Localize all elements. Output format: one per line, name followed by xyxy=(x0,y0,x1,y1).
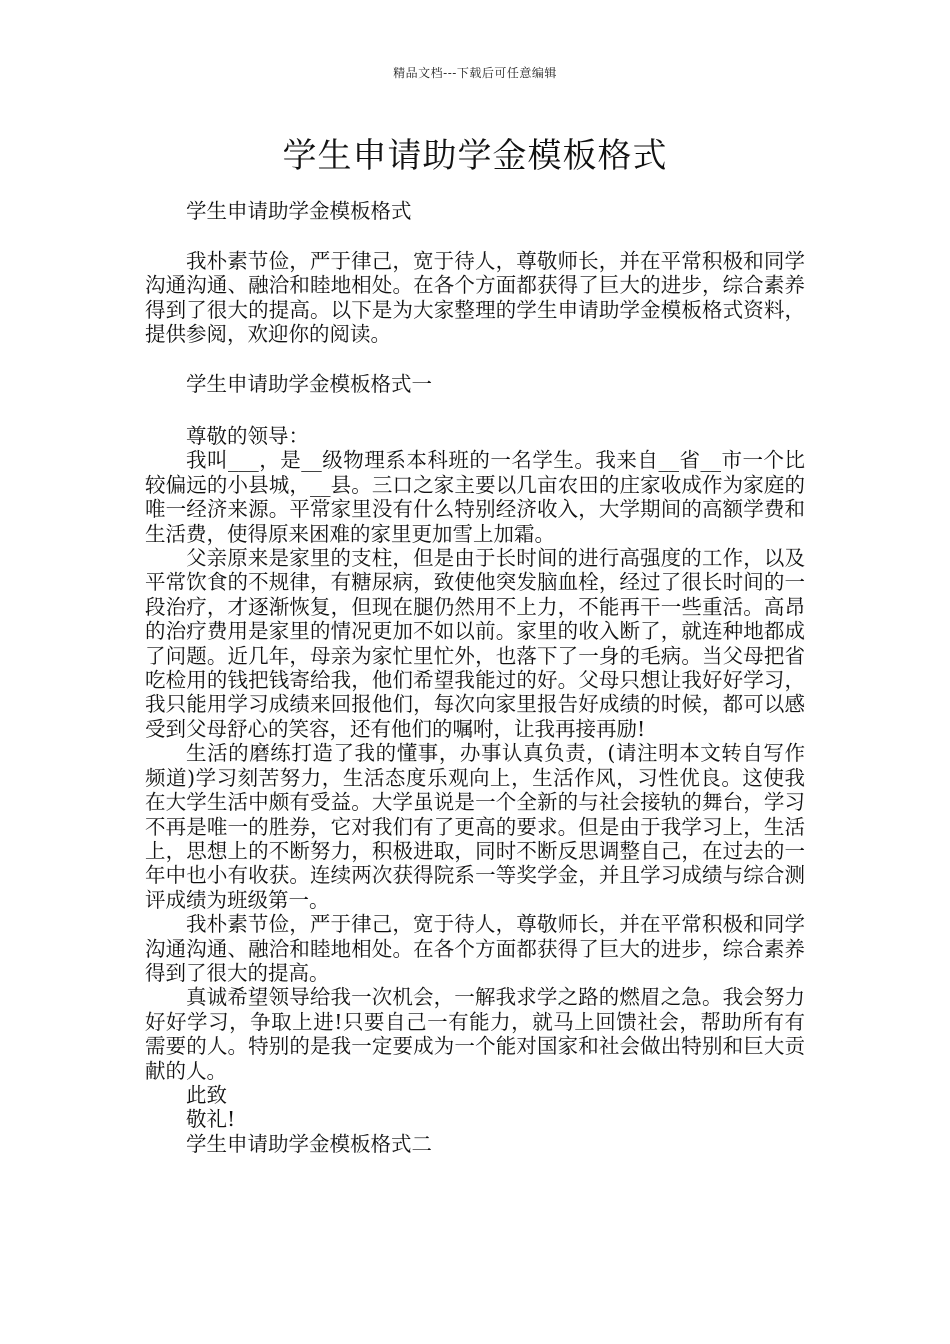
salutation: 尊敬的领导： xyxy=(186,424,309,448)
letter-body xyxy=(145,424,805,1156)
letter-paragraph: 父亲原来是家里的支柱，但是由于长时间的进行高强度的工作，以及平常饮食的不规律，有糖尿病，致使他突发脑血栓，经过了很长时间的一段治疗，才逐渐恢复，但现在腿仍然用不上力，不能再干一些重活。高昂的治疗费用是家里的情况更加不如以前。家里的收入断了，就连种地都成了问题。近几年，母亲为家忙里忙外，也落下了一身的毛病。当父母把省吃检用的钱把钱寄给我，他们希望我能过的好。父母只想让我好好学习，我只能用学习成绩来回报他们，每次向家里报告好成绩的时候，都可以感受到父母舒心的笑容，还有他们的嘱咐，让我再接再励! xyxy=(145,546,805,741)
letter-paragraph: 生活的磨练打造了我的懂事，办事认真负责，(请注明本文转自写作频道)学习刻苦努力，生活态度乐观向上，生活作风，习性优良。这使我在大学生活中颇有受益。大学虽说是一个全新的与社会接轨的舞台，学习不再是唯一的胜券，它对我们有了更高的要求。但是由于我学习上，生活上，思想上的不断努力，积极进取，同时不断反思调整自己，在过去的一年中也小有收获。连续两次获得院系一等奖学金，并且学习成绩与综合测评成绩为班级第一。 xyxy=(145,741,805,912)
subtitle: 学生申请助学金模板格式 xyxy=(186,199,412,223)
letter-paragraph: 我朴素节俭，严于律己，宽于待人，尊敬师长，并在平常积极和同学沟通沟通、融洽和睦地相处。在各个方面都获得了巨大的进步，综合素养得到了很大的提高。 xyxy=(145,912,805,985)
document-title: 学生申请助学金模板格式 xyxy=(282,136,668,176)
letter-paragraph: 真诚希望领导给我一次机会，一解我求学之路的燃眉之急。我会努力好好学习，争取上进!只要自己一有能力，就马上回馈社会，帮助所有有需要的人。特别的是我一定要成为一个能对国家和社会做出特别和巨大贡献的人。 xyxy=(145,985,805,1083)
subtitle-block xyxy=(145,199,805,223)
running-header: 精品文档---下载后可任意编辑 xyxy=(393,66,557,80)
section1-heading: 学生申请助学金模板格式一 xyxy=(186,372,432,396)
intro-paragraph: 我朴素节俭，严于律己，宽于待人，尊敬师长，并在平常积极和同学沟通沟通、融洽和睦地相处。在各个方面都获得了巨大的进步，综合素养得到了很大的提高。以下是为大家整理的学生申请助学金模板格式资料，提供参阅，欢迎你的阅读。 xyxy=(145,249,805,347)
letter-paragraph: 我叫___，是__级物理系本科班的一名学生。我来自__省__市一个比较偏远的小县城，__县。三口之家主要以几亩农田的庄家收成作为家庭的唯一经济来源。平常家里没有什么特别经济收入，大学期间的高额学费和生活费，使得原来困难的家里更加雪上加霜。 xyxy=(145,448,805,546)
closing-line: 敬礼! xyxy=(186,1107,236,1132)
intro-block xyxy=(145,249,805,347)
section2-heading: 学生申请助学金模板格式二 xyxy=(186,1131,432,1156)
section1-heading-block xyxy=(145,372,805,396)
closing-line: 此致 xyxy=(186,1082,227,1107)
